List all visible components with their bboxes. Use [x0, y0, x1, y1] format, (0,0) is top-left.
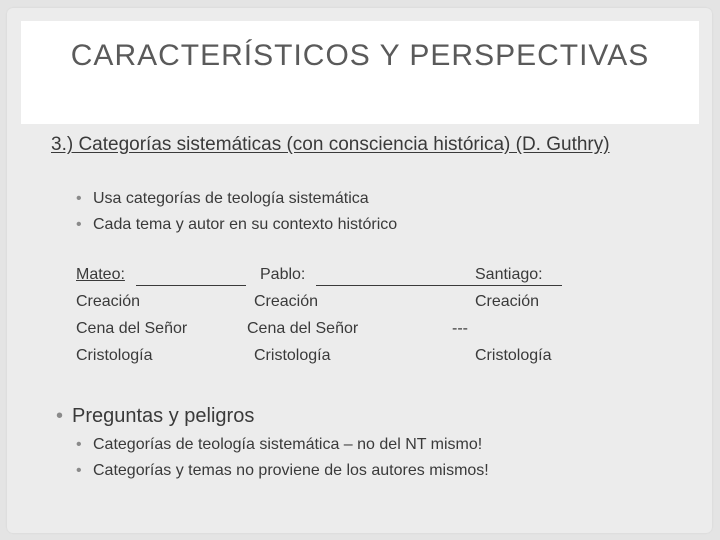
slide-title: CARACTERÍSTICOS Y PERSPECTIVAS: [70, 39, 650, 72]
title-box: [21, 21, 699, 124]
section-bullet: [56, 403, 254, 429]
column-item: Creación: [254, 293, 319, 310]
column-item: Cristología: [475, 347, 552, 364]
bullet-item: [76, 458, 489, 484]
header-underline: [136, 285, 246, 286]
column-header: Mateo:: [76, 266, 125, 283]
column-header: Santiago:: [475, 266, 543, 283]
bullet-list-top: [76, 186, 397, 238]
column-item: Cristología: [76, 347, 153, 364]
bullet-item: [76, 186, 397, 212]
missing-marker: ---: [452, 320, 468, 337]
column-santiago: [475, 261, 551, 369]
bullet-dot-icon: •: [56, 405, 64, 427]
column-item: Creación: [475, 293, 540, 310]
column-item: [475, 315, 551, 342]
column-pablo: [247, 261, 358, 369]
column-mateo: [76, 261, 187, 369]
column-item: Cena del Señor: [76, 320, 188, 337]
bullet-dot-icon: •: [76, 462, 82, 479]
bullet-text: Cada tema y autor en su contexto histórico: [93, 216, 398, 233]
section-bullet-text: Preguntas y peligros: [72, 405, 255, 427]
bullet-text: Usa categorías de teología sistemática: [93, 190, 369, 207]
bullet-dot-icon: •: [76, 216, 82, 233]
column-item: Cristología: [254, 347, 331, 364]
bullet-dot-icon: •: [76, 190, 82, 207]
section-heading: 3.) Categorías sistemáticas (con consciencia histórica) (D. Guthry): [51, 134, 610, 155]
bullet-item: [76, 212, 397, 238]
column-item: Creación: [76, 293, 141, 310]
bullet-list-bottom: [76, 432, 489, 484]
bullet-text: Categorías de teología sistemática – no del NT mismo!: [93, 436, 483, 453]
column-item: Cena del Señor: [247, 320, 359, 337]
column-header: Pablo:: [260, 266, 306, 283]
bullet-dot-icon: •: [76, 436, 82, 453]
bullet-text: Categorías y temas no proviene de los autores mismos!: [93, 462, 489, 479]
bullet-item: [76, 432, 489, 458]
